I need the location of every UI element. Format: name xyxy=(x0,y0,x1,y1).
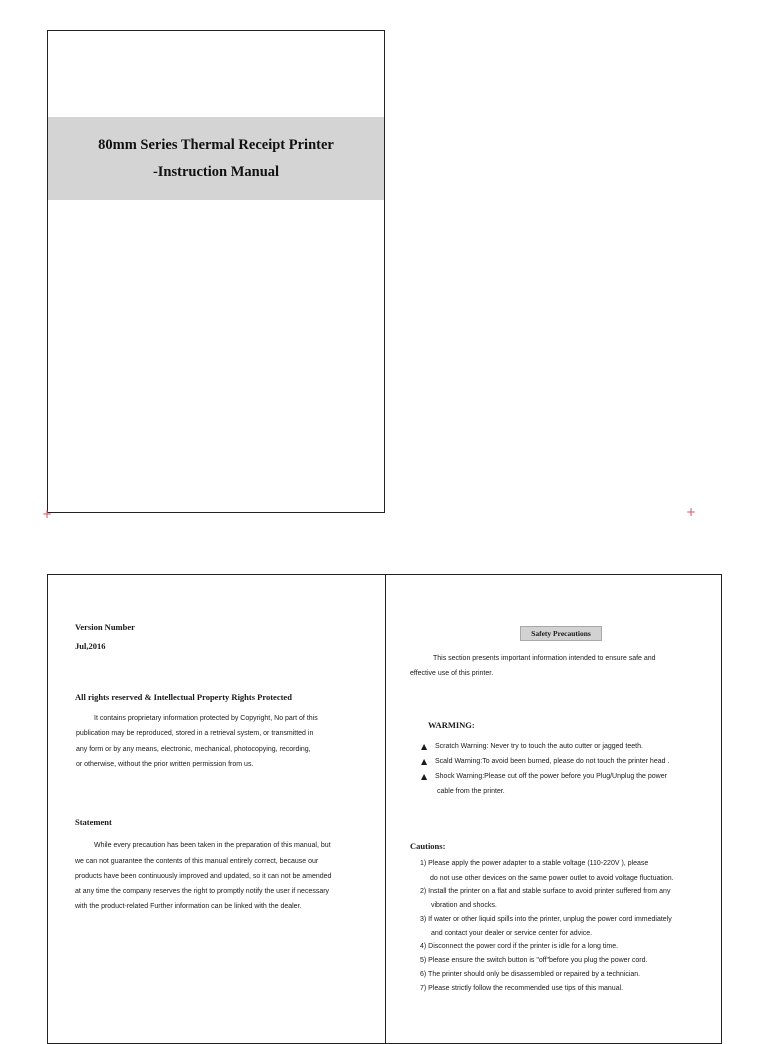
cover-title-line2: -Instruction Manual xyxy=(152,164,280,180)
version-date: Jul,2016 xyxy=(75,641,106,651)
caution-line: vibration and shocks. xyxy=(431,902,497,909)
statement-heading: Statement xyxy=(75,817,112,827)
warning-item: Scratch Warning: Never try to touch the auto cutter or jagged teeth. xyxy=(435,743,643,750)
cover-title-line1: 80mm Series Thermal Receipt Printer xyxy=(98,137,334,153)
manual-spread xyxy=(47,574,722,1044)
statement-line: at any time the company reserves the right to promptly notify the user if necessary xyxy=(75,888,330,895)
rights-line: It contains proprietary information protected by Copyright, No part of this xyxy=(94,715,318,722)
registration-mark-icon: + xyxy=(686,505,697,519)
caution-line: 7) Please strictly follow the recommended use tips of this manual. xyxy=(420,985,624,992)
safety-precautions-label: Safety Precautions xyxy=(520,626,602,641)
warning-triangle-icon: ▲ xyxy=(421,757,428,766)
caution-line: 4) Disconnect the power cord if the printer is idle for a long time. xyxy=(420,943,619,950)
statement-line: with the product-related Further information can be linked with the dealer. xyxy=(75,903,302,910)
warning-triangle-icon: ▲ xyxy=(421,742,428,751)
caution-line: 3) If water or other liquid spills into the printer, unplug the power cord immediately xyxy=(420,916,672,923)
warning-heading: WARMING: xyxy=(428,720,475,730)
cover-page xyxy=(47,30,385,513)
registration-mark-icon: + xyxy=(42,507,53,521)
statement-line: products have been continuously improved and updated, so it can not be amended xyxy=(75,873,332,880)
warning-continuation: cable from the printer. xyxy=(437,788,505,795)
version-label: Version Number xyxy=(75,622,135,632)
title-band xyxy=(48,117,384,200)
statement-line: we can not guarantee the contents of this manual entirely correct, because our xyxy=(75,858,319,865)
page-divider xyxy=(385,575,386,1043)
caution-line: 5) Please ensure the switch button is "off"before you plug the power cord. xyxy=(420,957,648,964)
intro-line: effective use of this printer. xyxy=(410,670,494,677)
warning-item: Scald Warning:To avoid been burned, please do not touch the printer head . xyxy=(435,758,670,765)
caution-line: do not use other devices on the same power outlet to avoid voltage fluctuation. xyxy=(430,875,674,882)
warning-triangle-icon: ▲ xyxy=(421,772,428,781)
warning-item: Shock Warning:Please cut off the power before you Plug/Unplug the power xyxy=(435,773,667,780)
rights-line: publication may be reproduced, stored in a retrieval system, or transmitted in xyxy=(76,730,314,737)
caution-line: and contact your dealer or service center for advice. xyxy=(431,930,593,937)
intro-line: This section presents important information intended to ensure safe and xyxy=(433,655,656,662)
caution-line: 6) The printer should only be disassembled or repaired by a technician. xyxy=(420,971,641,978)
rights-line: any form or by any means, electronic, mechanical, photocopying, recording, xyxy=(76,746,311,753)
caution-line: 2) Install the printer on a flat and stable surface to avoid printer suffered from any xyxy=(420,888,671,895)
rights-line: or otherwise, without the prior written permission from us. xyxy=(76,761,254,768)
rights-heading: All rights reserved & Intellectual Property Rights Protected xyxy=(75,692,292,702)
cautions-heading: Cautions: xyxy=(410,841,446,851)
caution-line: 1) Please apply the power adapter to a stable voltage (110-220V ), please xyxy=(420,860,649,867)
statement-line: While every precaution has been taken in the preparation of this manual, but xyxy=(94,842,331,849)
